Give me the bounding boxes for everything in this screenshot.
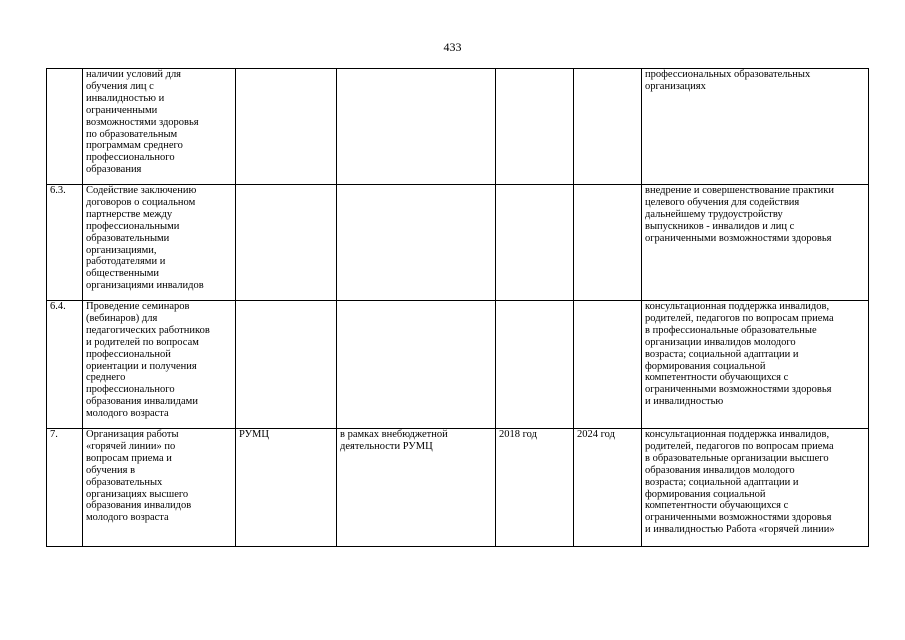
executor-cell <box>236 185 337 301</box>
result-cell: консультационная поддержка инвалидов, родителей, педагогов по вопросам приема в профессиональные образовательные организации инвалидов молодого возраста; социальной адаптации и формирования социальной компетентности обучающихся с ограниченными возможностями здоровья и инвалидностью <box>642 301 869 429</box>
start-date-cell: 2018 год <box>496 429 574 547</box>
end-date-cell: 2024 год <box>574 429 642 547</box>
result-cell: внедрение и совершенствование практики целевого обучения для содействия дальнейшему трудоустройству выпускников - инвалидов и лиц с ограниченными возможностями здоровья <box>642 185 869 301</box>
end-date-cell <box>574 301 642 429</box>
executor-cell: РУМЦ <box>236 429 337 547</box>
row-number-cell: 7. <box>47 429 83 547</box>
activity-cell: Организация работы «горячей линии» по вопросам приема и обучения в образовательных организациях высшего образования инвалидов молодого возраста <box>83 429 236 547</box>
result-cell: профессиональных образовательных организациях <box>642 69 869 185</box>
table-row <box>47 429 869 547</box>
activity-cell: наличии условий для обучения лиц с инвалидностью и ограниченными возможностями здоровья по образовательным программам среднего профессионального образования <box>83 69 236 185</box>
measures-table <box>46 68 869 547</box>
executor-cell <box>236 301 337 429</box>
row-number-cell: 6.4. <box>47 301 83 429</box>
result-cell: консультационная поддержка инвалидов, родителей, педагогов по вопросам приема в образовательные организации высшего образования инвалидов молодого возраста; социальной адаптации и формирования социальной компетентности обучающихся с ограниченными возможностями здоровья и инвалидностью Работа «горячей линии» <box>642 429 869 547</box>
row-number-cell <box>47 69 83 185</box>
funding-cell <box>337 301 496 429</box>
start-date-cell <box>496 301 574 429</box>
activity-cell: Проведение семинаров (вебинаров) для педагогических работников и родителей по вопросам профессиональной ориентации и получения среднего профессионального образования инвалидами молодого возраста <box>83 301 236 429</box>
activity-cell: Содействие заключению договоров о социальном партнерстве между профессиональными образовательными организациями, работодателями и общественными организациями инвалидов <box>83 185 236 301</box>
funding-cell <box>337 69 496 185</box>
end-date-cell <box>574 69 642 185</box>
executor-cell <box>236 69 337 185</box>
end-date-cell <box>574 185 642 301</box>
table-row <box>47 185 869 301</box>
funding-cell: в рамках внебюджетной деятельности РУМЦ <box>337 429 496 547</box>
start-date-cell <box>496 69 574 185</box>
start-date-cell <box>496 185 574 301</box>
table-row <box>47 301 869 429</box>
page-number: 433 <box>443 40 462 54</box>
row-number-cell: 6.3. <box>47 185 83 301</box>
table-row <box>47 69 869 185</box>
funding-cell <box>337 185 496 301</box>
